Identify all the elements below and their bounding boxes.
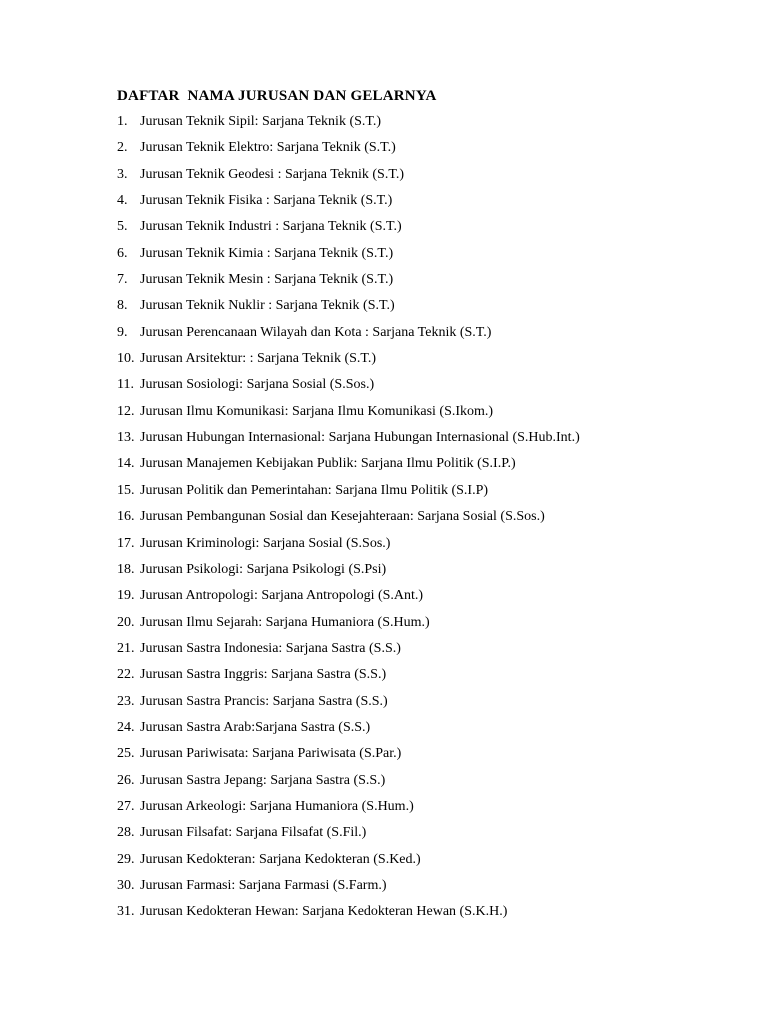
list-item-text: Jurusan Sastra Jepang: Sarjana Sastra (S.S.) xyxy=(140,772,386,788)
list-item-number: 15. xyxy=(117,482,135,498)
list-item-number: 25. xyxy=(117,746,135,762)
list-item-number: 9. xyxy=(117,324,128,340)
list-item-text: Jurusan Kriminologi: Sarjana Sosial (S.Sos.) xyxy=(140,535,391,551)
list-item-number: 13. xyxy=(117,430,135,446)
list-item-text: Jurusan Kedokteran Hewan: Sarjana Kedokteran Hewan (S.K.H.) xyxy=(140,904,508,920)
list-item-number: 8. xyxy=(117,298,128,314)
list-item-number: 16. xyxy=(117,509,135,525)
list-item-number: 23. xyxy=(117,693,135,709)
list-item-number: 20. xyxy=(117,614,135,630)
list-item-text: Jurusan Sastra Arab:Sarjana Sastra (S.S.) xyxy=(140,719,371,735)
list-item-text: Jurusan Ilmu Sejarah: Sarjana Humaniora (S.Hum.) xyxy=(140,614,430,630)
list-item-text: Jurusan Sosiologi: Sarjana Sosial (S.Sos.) xyxy=(140,377,375,393)
list-item-number: 21. xyxy=(117,640,135,656)
list-item-text: Jurusan Filsafat: Sarjana Filsafat (S.Fil.) xyxy=(140,825,367,841)
list-item-text: Jurusan Teknik Mesin : Sarjana Teknik (S.T.) xyxy=(140,272,394,288)
list-item-number: 6. xyxy=(117,245,128,261)
list-item-number: 17. xyxy=(117,535,135,551)
list-item-text: Jurusan Ilmu Komunikasi: Sarjana Ilmu Komunikasi (S.Ikom.) xyxy=(140,403,494,419)
list-item-text: Jurusan Teknik Industri : Sarjana Teknik (S.T.) xyxy=(140,219,402,235)
list-item-text: Jurusan Pariwisata: Sarjana Pariwisata (S.Par.) xyxy=(140,746,402,762)
list-item-number: 27. xyxy=(117,798,135,814)
list-item-number: 1. xyxy=(117,114,128,129)
list-item-number: 4. xyxy=(117,193,128,209)
list-item-text: Jurusan Teknik Fisika : Sarjana Teknik (S.T.) xyxy=(140,193,393,209)
list-item-number: 2. xyxy=(117,140,128,156)
list-item-text: Jurusan Sastra Indonesia: Sarjana Sastra (S.S.) xyxy=(140,640,401,656)
list-item-text: Jurusan Farmasi: Sarjana Farmasi (S.Farm.) xyxy=(140,877,387,893)
list-item-text: Jurusan Perencanaan Wilayah dan Kota : Sarjana Teknik (S.T.) xyxy=(140,324,492,340)
list-item-text: Jurusan Manajemen Kebijakan Publik: Sarjana Ilmu Politik (S.I.P.) xyxy=(140,456,516,472)
list-item-text: Jurusan Kedokteran: Sarjana Kedokteran (S.Ked.) xyxy=(140,851,421,867)
list-item-text: Jurusan Arsitektur: : Sarjana Teknik (S.T.) xyxy=(140,351,377,367)
list-item-number: 22. xyxy=(117,667,135,683)
list-item-number: 26. xyxy=(117,772,135,788)
list-item-number: 14. xyxy=(117,456,135,472)
list-item-text: Jurusan Sastra Prancis: Sarjana Sastra (S.S.) xyxy=(140,693,388,709)
list-item-text: Jurusan Psikologi: Sarjana Psikologi (S.Psi) xyxy=(140,561,387,577)
list-item-number: 29. xyxy=(117,851,135,867)
list-item-text: Jurusan Sastra Inggris: Sarjana Sastra (S.S.) xyxy=(140,667,387,683)
list-item-number: 3. xyxy=(117,166,128,182)
list-item-text: Jurusan Teknik Sipil: Sarjana Teknik (S.T.) xyxy=(140,114,382,129)
list-item-text: Jurusan Teknik Geodesi : Sarjana Teknik (S.T.) xyxy=(140,166,404,182)
list-item-number: 12. xyxy=(117,403,135,419)
list-item-number: 10. xyxy=(117,351,135,367)
document-title: DAFTAR NAMA JURUSAN DAN GELARNYA xyxy=(117,88,437,104)
list-item-text: Jurusan Hubungan Internasional: Sarjana Hubungan Internasional (S.Hub.Int.) xyxy=(140,430,580,446)
list-item-number: 24. xyxy=(117,719,135,735)
list-item-number: 18. xyxy=(117,561,135,577)
list-item-number: 28. xyxy=(117,825,135,841)
list-item-number: 5. xyxy=(117,219,128,235)
list-item-number: 31. xyxy=(117,904,135,920)
list-item-text: Jurusan Politik dan Pemerintahan: Sarjana Ilmu Politik (S.I.P) xyxy=(140,482,489,498)
list-item-number: 7. xyxy=(117,272,128,288)
list-item-text: Jurusan Pembangunan Sosial dan Kesejahteraan: Sarjana Sosial (S.Sos.) xyxy=(140,509,545,525)
list-item-number: 19. xyxy=(117,588,135,604)
list-item-number: 11. xyxy=(117,377,134,393)
list-item-text: Jurusan Teknik Kimia : Sarjana Teknik (S.T.) xyxy=(140,245,394,261)
list-item-text: Jurusan Teknik Elektro: Sarjana Teknik (S.T.) xyxy=(140,140,396,156)
list-item-text: Jurusan Antropologi: Sarjana Antropologi (S.Ant.) xyxy=(140,588,424,604)
list-item-text: Jurusan Teknik Nuklir : Sarjana Teknik (S.T.) xyxy=(140,298,395,314)
list-item-number: 30. xyxy=(117,877,135,893)
list-item-text: Jurusan Arkeologi: Sarjana Humaniora (S.Hum.) xyxy=(140,798,414,814)
